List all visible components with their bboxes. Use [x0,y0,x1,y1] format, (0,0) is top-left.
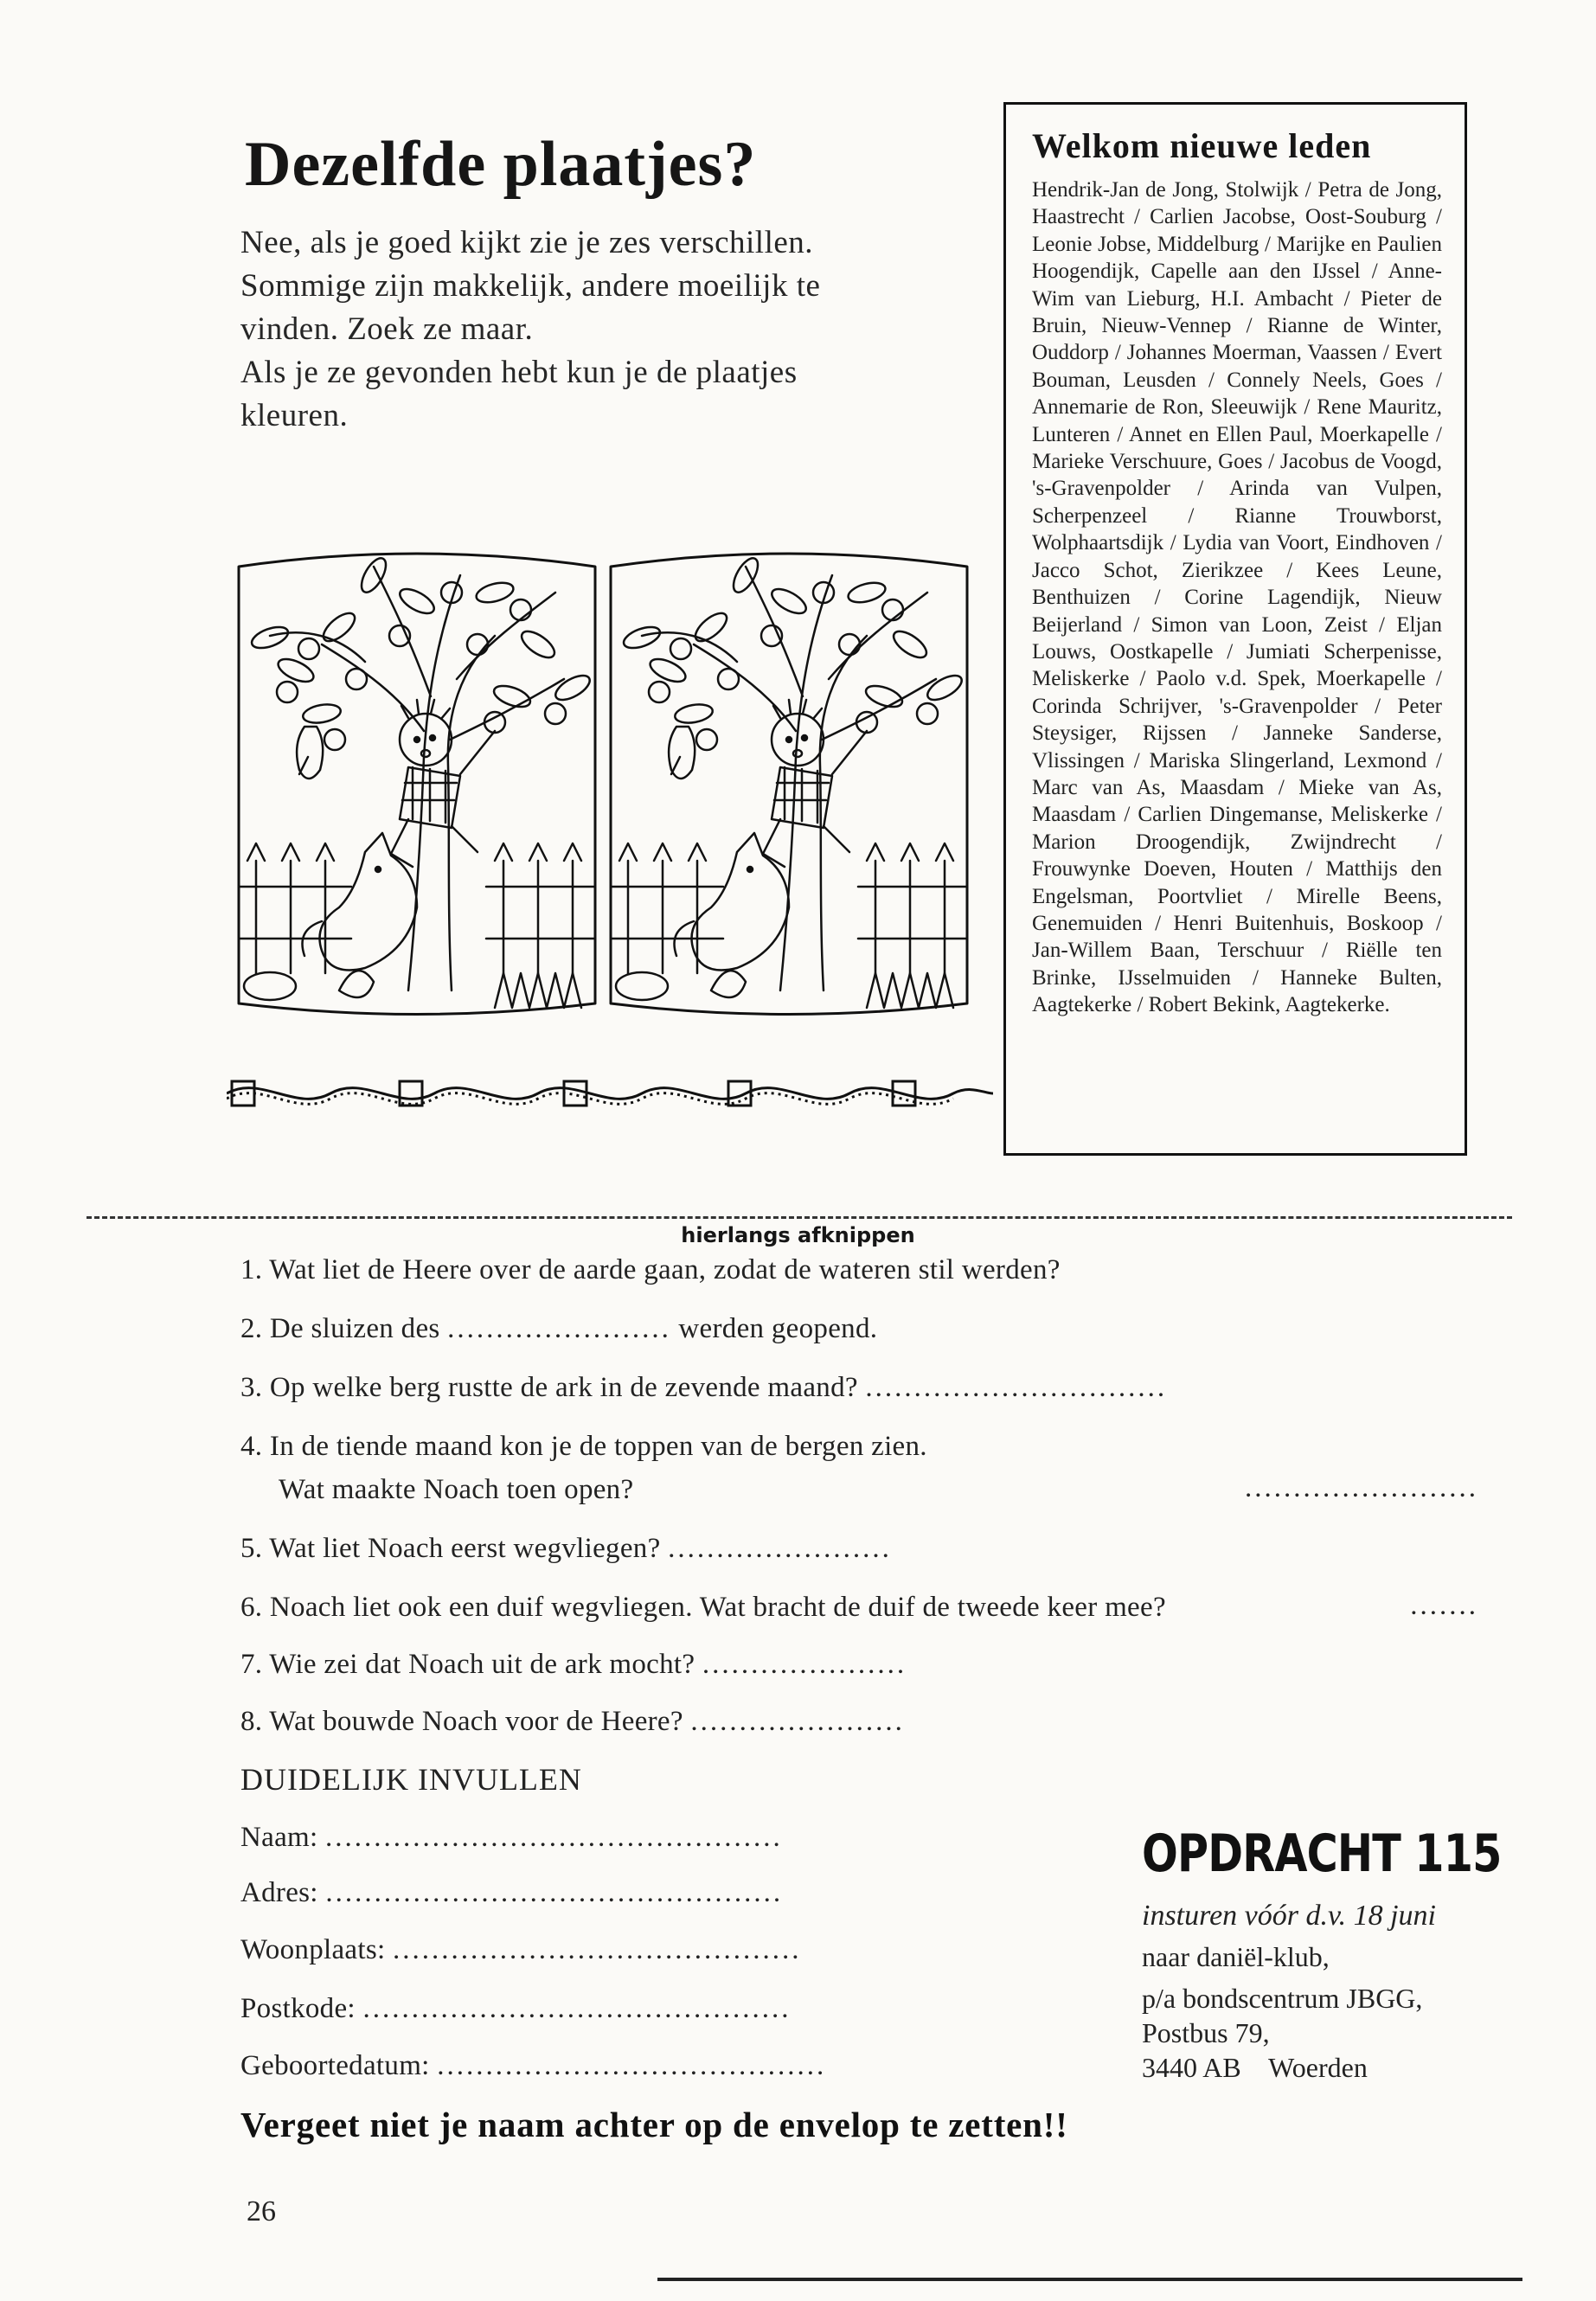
spot-the-difference-pictures [235,541,972,1025]
question-text: 8. Wat bouwde Noach voor de Heere? [240,1706,683,1737]
city-label: Woonplaats: [240,1934,386,1965]
new-members-list: Hendrik-Jan de Jong, Stolwijk / Petra de Jong, Haastrecht / Carlien Jacobse, Oost-Souburg / Leonie Jobse, Middelburg / Marijke en Paulien Hoogendijk, Capelle aan den IJssel / Anne-Wim van Lieburg, H.I. Ambacht / Pieter de Bruin, Nieuw-Vennep / Rianne de Winter, Ouddorp / Johannes Moerman, Vaassen / Evert Bouman, Leusden / Connely Neels, Goes / Annemarie de Ron, Sleeuwijk / Rene Mauritz, Lunteren / Annet en Ellen Paul, Moerkapelle / Marieke Verschuure, Goes / Jacobus de Voogd, 's-Gravenpolder / Arinda van Vulpen, Scherpenzeel / Rianne Trouwborst, Wolphaartsdijk / Lydia van Voort, Eindhoven / Jacco Schot, Zierikzee / Kees Leune, Benthuizen / Corine Lagendijk, Nieuw Beijerland / Simon van Loon, Zeist / Eljan Louws, Oostkapelle / Jumiati Scherpenisse, Meliskerke / Paolo v.d. Spek, Moerkapelle / Corinda Schrijver, 's-Gravenpolder / Peter Steysiger, Rijssen / Janneke Sanderse, Vlissingen / Mariska Slingerland, Lexmond / Marc van As, Maasdam / Mieke van As, Maasdam / Carlien Dingemanse, Meliskerke / Marion Droogendijk, Zwijndrecht / Frouwynke Doeven, Houten / Matthijs den Engelsman, Poortvliet / Mirelle Beens, Genemuiden / Henri Buitenhuis, Boskoop / Jan-Willem Baan, Terschuur / Riëlle ten Brinke, IJsselmuiden / Hanneke Bulten, Aagtekerke / Robert Bekink, Aagtekerke. [1032,178,1442,1017]
question-text: 3. Op welke berg rustte de ark in de zevende maand? [240,1372,858,1403]
birthdate-field [240,2050,826,2082]
picture-right [607,541,971,1025]
postcode-field [240,1993,791,2025]
answer-blank[interactable]: ..................... [702,1649,907,1680]
answer-blank[interactable]: ....................... [668,1533,892,1564]
address-field [240,1877,783,1909]
city-input[interactable]: .......................................... [393,1934,802,1965]
question-text: werden geopend. [678,1313,878,1344]
intro-line: Nee, als je goed kijkt zie je zes verschillen. [240,225,814,260]
intro-line: kleuren. [240,398,349,433]
name-label: Naam: [240,1822,318,1853]
address-input[interactable]: ............................................... [325,1877,784,1908]
answer-blank[interactable]: ....... [1410,1590,1478,1621]
assignment-title: OPDRACHT 115 [1142,1823,1502,1884]
question-3 [240,1370,1167,1405]
answer-blank[interactable]: ........................ [1245,1472,1478,1503]
cut-line [87,1216,1512,1219]
welcome-title: Welkom nieuwe leden [1032,126,1372,165]
question-1: 1. Wat liet de Heere over de aarde gaan, zodat de wateren stil werden? [240,1254,1061,1285]
envelope-reminder: Vergeet niet je naam achter op de envelop te zetten!! [240,2105,1068,2144]
question-text: 7. Wie zei dat Noach uit de ark mocht? [240,1649,695,1680]
name-field [240,1822,783,1854]
question-8 [240,1704,905,1739]
fill-clearly-heading: DUIDELIJK INVULLEN [240,1762,582,1797]
page-title: Dezelfde plaatjes? [245,129,757,200]
page-number: 26 [247,2195,276,2227]
cut-line-label: hierlangs afknippen [681,1223,915,1247]
address-label: Adres: [240,1877,318,1908]
birthdate-input[interactable]: ........................................ [437,2050,827,2081]
postcode-label: Postkode: [240,1993,356,2024]
assignment-deadline: insturen vóór d.v. 18 juni [1142,1900,1436,1932]
picture-left [235,541,599,1025]
question-4-line-2: Wat maakte Noach toen open? [279,1474,634,1505]
question-2 [240,1311,877,1346]
intro-text [240,221,933,438]
question-4: 4. In de tiende maand kon je de toppen van de bergen zien. [240,1431,927,1462]
question-7 [240,1647,907,1682]
assignment-address-line: naar daniël-klub, [1142,1941,1330,1972]
intro-line: Als je ze gevonden hebt kun je de plaatjes [240,355,798,390]
intro-line: vinden. Zoek ze maar. [240,311,534,347]
assignment-address-line: Postbus 79, [1142,2017,1270,2048]
question-text: 2. De sluizen des [240,1313,440,1344]
answer-blank[interactable]: ............................... [865,1372,1168,1403]
answer-blank[interactable]: ....................... [447,1313,671,1344]
birthdate-label: Geboortedatum: [240,2050,430,2081]
assignment-address-line: p/a bondscentrum JBGG, [1142,1983,1423,2014]
name-input[interactable]: ............................................... [325,1822,783,1853]
assignment-address-line: 3440 AB Woerden [1142,2052,1368,2083]
answer-blank[interactable]: ...................... [690,1706,905,1737]
decorative-border [227,1069,993,1118]
question-5 [240,1531,892,1566]
welcome-new-members-box [1003,102,1467,1156]
postcode-input[interactable]: ............................................ [362,1993,792,2024]
bottom-rule [657,2278,1522,2281]
question-6: 6. Noach liet ook een duif wegvliegen. Wat bracht de duif de tweede keer mee? [240,1592,1166,1623]
question-text: 5. Wat liet Noach eerst wegvliegen? [240,1533,661,1564]
intro-line: Sommige zijn makkelijk, andere moeilijk te [240,268,821,304]
city-field [240,1934,802,1966]
